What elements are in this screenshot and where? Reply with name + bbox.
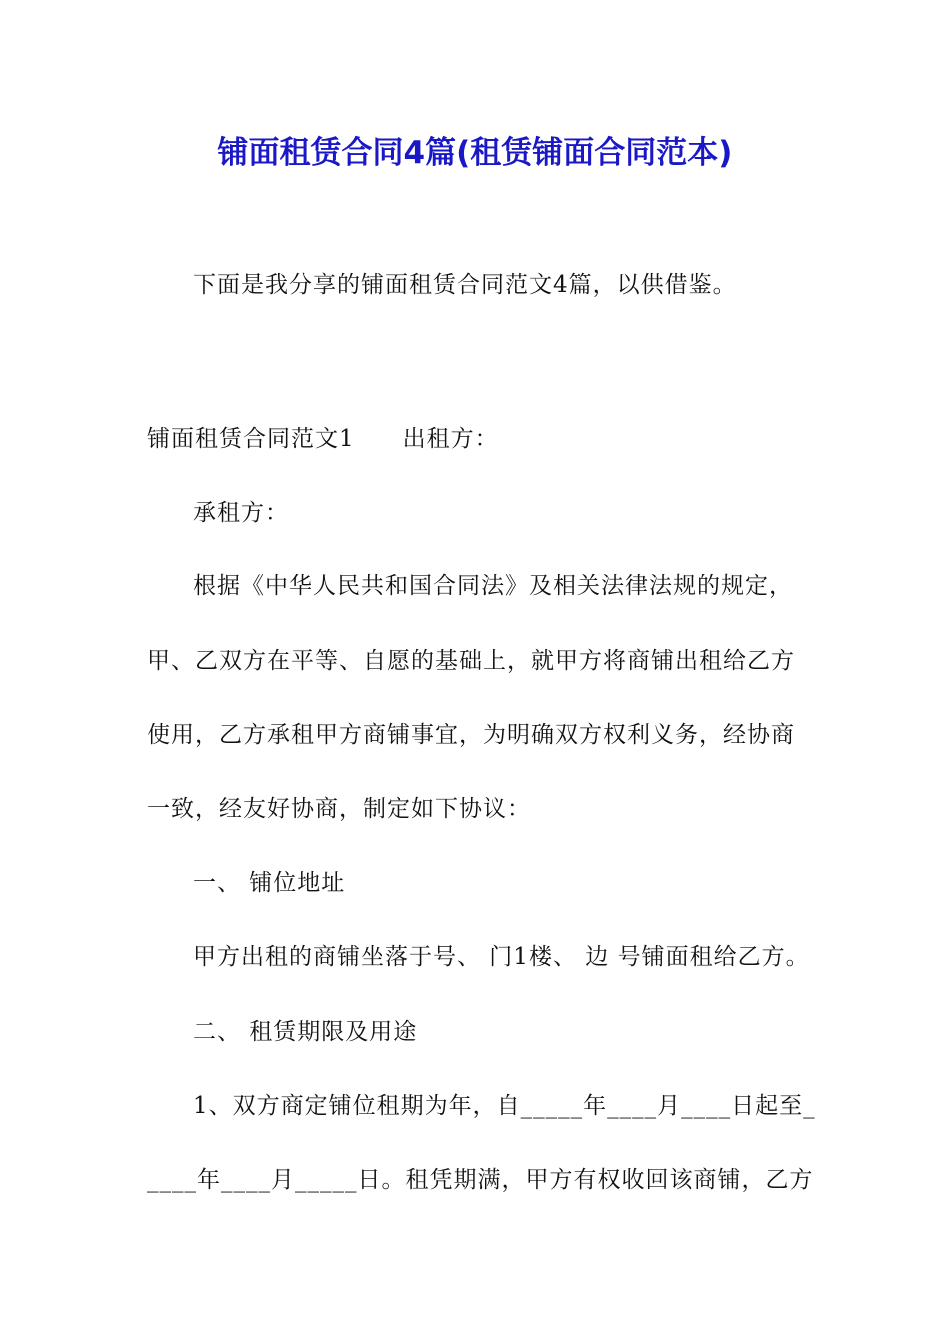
sample-heading: 铺面租赁合同范文1 <box>147 426 355 452</box>
paragraph-line: 甲、乙双方在平等、自愿的基础上，就甲方将商铺出租给乙方 <box>147 648 795 674</box>
paragraph-line: ____年____月_____日。租凭期满，甲方有权收回该商铺，乙方 <box>147 1167 814 1193</box>
sample-heading-line <box>147 423 499 455</box>
document-title: 铺面租赁合同4篇(租赁铺面合同范本) <box>217 135 733 171</box>
lessor-label: 出租方： <box>402 426 499 452</box>
paragraph-line: 使用，乙方承租甲方商铺事宜，为明确双方权利义务，经协商 <box>147 722 795 748</box>
lessee-label: 承租方： <box>193 500 289 526</box>
paragraph-line: 1、双方商定铺位租期为年，自_____年____月____日起至_ <box>193 1093 816 1119</box>
intro-paragraph: 下面是我分享的铺面租赁合同范文4篇，以供借鉴。 <box>193 272 737 298</box>
section-heading: 二、 租赁期限及用途 <box>193 1019 418 1045</box>
paragraph-line: 根据《中华人民共和国合同法》及相关法律法规的规定， <box>193 573 793 599</box>
paragraph-line: 一致，经友好协商，制定如下协议： <box>147 796 531 822</box>
section-heading: 一、 铺位地址 <box>193 870 346 896</box>
paragraph-line: 甲方出租的商铺坐落于号、 门1楼、 边 号铺面租给乙方。 <box>193 944 810 970</box>
